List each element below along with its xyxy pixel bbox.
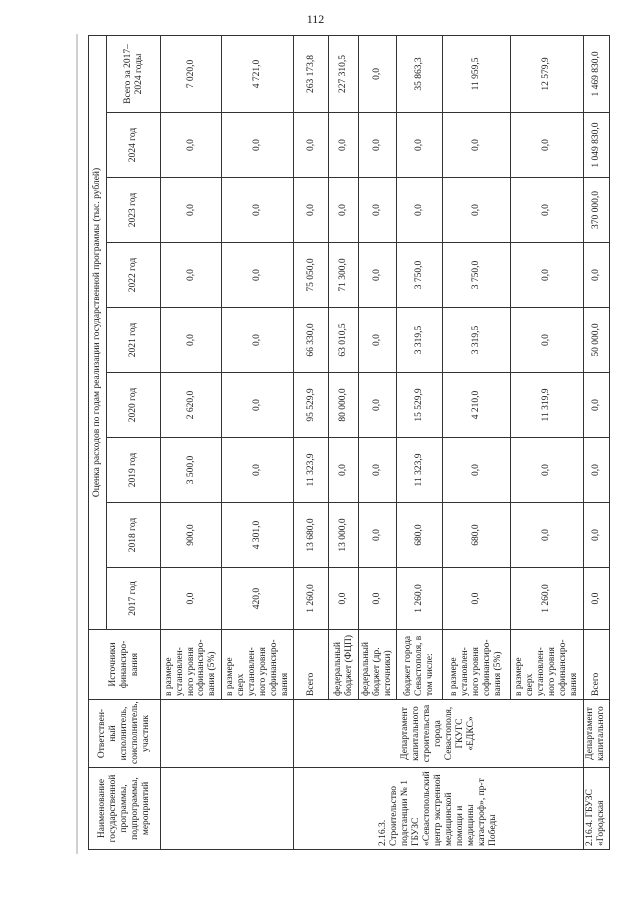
value-cell: 0,0 <box>359 243 397 308</box>
row-source-cell: в размере установлен-ного уровня софинансиро-вания (5%) <box>443 630 511 700</box>
value-cell: 263 173,8 <box>294 35 329 112</box>
value-cell: 1 260,0 <box>511 568 584 630</box>
value-cell: 13 680,0 <box>294 503 329 568</box>
value-cell: 0,0 <box>511 308 584 373</box>
header-name: Наименование государственной программы, подпрограммы, мероприятий <box>89 768 161 850</box>
row-responsible-cell: Департамент капитального <box>583 700 609 768</box>
rotated-table-region <box>88 36 610 850</box>
header-year: 2022 год <box>107 243 161 308</box>
row-source-cell: Всего <box>294 630 329 700</box>
value-cell: 2 620,0 <box>161 373 222 438</box>
header-year: 2020 год <box>107 373 161 438</box>
value-cell: 370 000,0 <box>583 178 609 243</box>
value-cell: 0,0 <box>161 178 222 243</box>
value-cell: 0,0 <box>221 113 294 178</box>
value-cell: 1 260,0 <box>396 568 443 630</box>
value-cell: 7 020,0 <box>161 35 222 112</box>
scan-edge-shadow <box>76 34 78 854</box>
value-cell: 0,0 <box>329 113 359 178</box>
value-cell: 0,0 <box>511 113 584 178</box>
page-number: 112 <box>306 12 325 26</box>
table-row <box>294 35 329 849</box>
value-cell: 71 300,0 <box>329 243 359 308</box>
value-cell: 0,0 <box>396 113 443 178</box>
value-cell: 66 330,0 <box>294 308 329 373</box>
value-cell: 0,0 <box>359 438 397 503</box>
row-source-cell: федеральный бюджет (ФЦП) <box>329 630 359 700</box>
row-name-cell <box>161 768 294 850</box>
row-source-cell: Всего <box>583 630 609 700</box>
table-row <box>583 35 609 849</box>
value-cell: 0,0 <box>396 178 443 243</box>
value-cell: 0,0 <box>161 568 222 630</box>
value-cell: 3 319,5 <box>443 308 511 373</box>
value-cell: 0,0 <box>294 178 329 243</box>
value-cell: 0,0 <box>443 568 511 630</box>
row-name-cell: 2.16.4. ГБУЗС «Городская <box>583 768 609 850</box>
value-cell: 0,0 <box>443 438 511 503</box>
row-source-cell: федеральный бюджет (др. источники) <box>359 630 397 700</box>
value-cell: 1 469 830,0 <box>583 35 609 112</box>
value-cell: 900,0 <box>161 503 222 568</box>
header-year: 2021 год <box>107 308 161 373</box>
header-estimate: Оценка расходов по годам реализации государственной программы (тыс. рублей) <box>89 35 107 629</box>
value-cell: 0,0 <box>161 243 222 308</box>
value-cell: 1 260,0 <box>294 568 329 630</box>
value-cell: 0,0 <box>359 35 397 112</box>
value-cell: 15 529,9 <box>396 373 443 438</box>
table-row <box>161 35 222 849</box>
value-cell: 0,0 <box>329 438 359 503</box>
row-source-cell: в размере установлен-ного уровня софинансиро-вания (5%) <box>161 630 222 700</box>
value-cell: 0,0 <box>511 503 584 568</box>
value-cell: 0,0 <box>443 113 511 178</box>
value-cell: 227 310,5 <box>329 35 359 112</box>
value-cell: 1 049 830,0 <box>583 113 609 178</box>
row-responsible-cell: Департамент капитального строительства города Севастополя, ГКУГС «ЕДКС» <box>294 700 583 768</box>
value-cell: 0,0 <box>221 243 294 308</box>
value-cell: 680,0 <box>396 503 443 568</box>
value-cell: 0,0 <box>443 178 511 243</box>
value-cell: 0,0 <box>511 438 584 503</box>
value-cell: 4 210,0 <box>443 373 511 438</box>
value-cell: 0,0 <box>583 243 609 308</box>
value-cell: 0,0 <box>221 438 294 503</box>
value-cell: 0,0 <box>359 503 397 568</box>
value-cell: 13 000,0 <box>329 503 359 568</box>
value-cell: 0,0 <box>221 373 294 438</box>
row-responsible-cell <box>161 700 294 768</box>
header-year: 2024 год <box>107 113 161 178</box>
value-cell: 3 319,5 <box>396 308 443 373</box>
value-cell: 0,0 <box>359 178 397 243</box>
value-cell: 0,0 <box>294 113 329 178</box>
value-cell: 0,0 <box>359 373 397 438</box>
header-responsible: Ответствен-ный исполнитель, соисполнитель, участник <box>89 700 161 768</box>
value-cell: 11 319,9 <box>511 373 584 438</box>
value-cell: 0,0 <box>221 178 294 243</box>
value-cell: 0,0 <box>329 568 359 630</box>
value-cell: 0,0 <box>511 178 584 243</box>
header-year: 2017 год <box>107 568 161 630</box>
value-cell: 0,0 <box>359 113 397 178</box>
value-cell: 0,0 <box>511 243 584 308</box>
value-cell: 0,0 <box>161 113 222 178</box>
value-cell: 95 529,9 <box>294 373 329 438</box>
value-cell: 680,0 <box>443 503 511 568</box>
value-cell: 50 000,0 <box>583 308 609 373</box>
value-cell: 0,0 <box>583 438 609 503</box>
row-name-cell: 2.16.3. Строительство подстанции № 1 ГБУЗС «Севастопольский центр экстренной медицинской помощи и медицины катастроф», пр-т Победы <box>294 768 583 850</box>
value-cell: 0,0 <box>583 373 609 438</box>
budget-table <box>88 35 610 850</box>
rotated-table-container <box>88 36 610 850</box>
value-cell: 11 323,9 <box>396 438 443 503</box>
value-cell: 0,0 <box>359 308 397 373</box>
header-year: 2018 год <box>107 503 161 568</box>
value-cell: 75 050,0 <box>294 243 329 308</box>
value-cell: 3 750,0 <box>396 243 443 308</box>
value-cell: 4 301,0 <box>221 503 294 568</box>
value-cell: 0,0 <box>359 568 397 630</box>
value-cell: 3 750,0 <box>443 243 511 308</box>
value-cell: 63 010,5 <box>329 308 359 373</box>
value-cell: 420,0 <box>221 568 294 630</box>
row-source-cell: в размере сверх установлен-ного уровня софинансиро-вания <box>511 630 584 700</box>
header-year: Всего за 2017–2024 годы <box>107 35 161 112</box>
value-cell: 12 579,9 <box>511 35 584 112</box>
value-cell: 3 500,0 <box>161 438 222 503</box>
row-source-cell: в размере сверх установлен-ного уровня софинансиро-вания <box>221 630 294 700</box>
value-cell: 0,0 <box>161 308 222 373</box>
row-source-cell: бюджет города Севастополя, в том числе: <box>396 630 443 700</box>
value-cell: 4 721,0 <box>221 35 294 112</box>
value-cell: 35 863,3 <box>396 35 443 112</box>
header-year: 2023 год <box>107 178 161 243</box>
value-cell: 0,0 <box>221 308 294 373</box>
header-source: Источники финансиро-вания <box>89 630 161 700</box>
value-cell: 11 959,5 <box>443 35 511 112</box>
header-year: 2019 год <box>107 438 161 503</box>
value-cell: 0,0 <box>583 568 609 630</box>
value-cell: 0,0 <box>583 503 609 568</box>
value-cell: 80 000,0 <box>329 373 359 438</box>
value-cell: 0,0 <box>329 178 359 243</box>
value-cell: 11 323,9 <box>294 438 329 503</box>
